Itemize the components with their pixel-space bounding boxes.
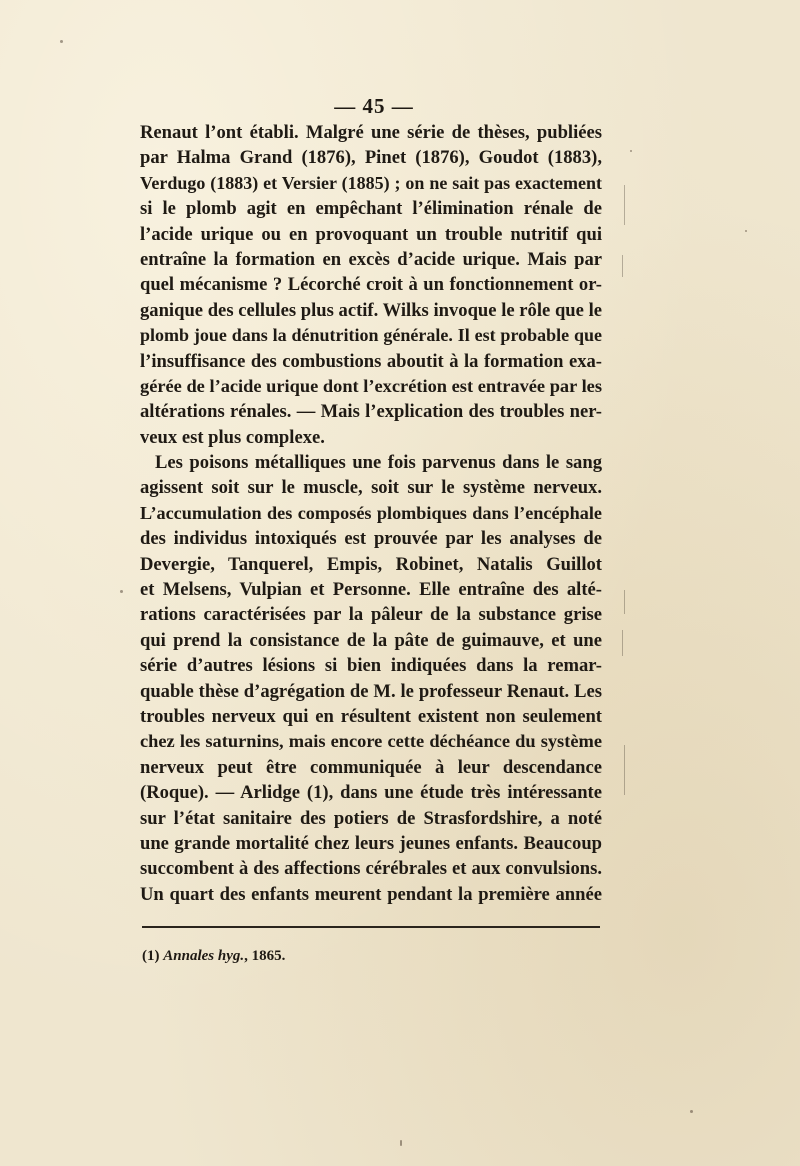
paper-speck [690, 1110, 693, 1113]
text-line: agissent soit sur le muscle, soit sur le système nerveux. [140, 477, 602, 499]
footnote-year: , 1865. [244, 948, 286, 964]
text-line: troubles nerveux qui en résultent existent non seulement [140, 705, 602, 727]
text-line: Les poisons métalliques une fois parvenus dans le sang [155, 452, 602, 474]
text-line: plomb joue dans la dénutrition générale. Il est probable que [140, 325, 602, 346]
body-text [140, 120, 602, 907]
text-line: qui prend la consistance de la pâte de guimauve, et une [140, 629, 602, 651]
paper-speck [745, 230, 747, 232]
text-line: Renaut l’ont établi. Malgré une série de thèses, publiées [140, 122, 602, 143]
text-line: Devergie, Tanquerel, Empis, Robinet, Natalis Guillot [140, 553, 602, 575]
text-line: des individus intoxiqués est prouvée par les analyses de [140, 528, 602, 550]
text-line: une grande mortalité chez leurs jeunes enfants. Beaucoup [140, 832, 602, 854]
footnote-rule [142, 926, 600, 928]
text-line: quable thèse d’agrégation de M. le professeur Renaut. Les [140, 680, 602, 702]
paper-speck [120, 590, 123, 593]
page-number: — 45 — [334, 94, 414, 118]
text-line: chez les saturnins, mais encore cette déchéance du système [140, 731, 602, 752]
text-line: et Melsens, Vulpian et Personne. Elle entraîne des alté- [140, 579, 602, 601]
text-line: série d’autres lésions si bien indiquées dans la remar- [140, 655, 602, 677]
footnote-journal: Annales hyg. [163, 948, 245, 964]
text-line: Un quart des enfants meurent pendant la première année [140, 883, 602, 905]
bleed-through-mark [622, 630, 623, 656]
text-line: quel mécanisme ? Lécorché croit à un fonctionnement or- [140, 274, 602, 296]
text-line: entraîne la formation en excès d’acide urique. Mais par [140, 248, 602, 270]
text-line: (Roque). — Arlidge (1), dans une étude très intéressante [140, 782, 602, 804]
footnote [142, 948, 285, 965]
text-line: l’acide urique ou en provoquant un trouble nutritif qui [140, 223, 602, 245]
text-line: Verdugo (1883) et Versier (1885) ; on ne sait pas exactement [140, 172, 602, 193]
text-line: ganique des cellules plus actif. Wilks invoque le rôle que le [140, 299, 602, 321]
text-line: si le plomb agit en empêchant l’élimination rénale de [140, 198, 602, 220]
text-line: succombent à des affections cérébrales et aux convulsions. [140, 858, 602, 880]
text-line: l’insuffisance des combustions aboutit à la formation exa- [140, 350, 602, 372]
bleed-through-mark [624, 185, 625, 225]
text-line: L’accumulation des composés plombiques dans l’encéphale [140, 502, 602, 523]
text-line: par Halma Grand (1876), Pinet (1876), Goudot (1883), [140, 147, 602, 169]
text-line: veux est plus complexe. [140, 426, 325, 448]
paper-speck [60, 40, 63, 43]
paper-speck [630, 150, 632, 152]
text-line: sur l’état sanitaire des potiers de Strasfordshire, a noté [140, 807, 602, 829]
text-line: rations caractérisées par la pâleur de la substance grise [140, 604, 602, 626]
bleed-through-mark [622, 255, 623, 277]
text-line: nerveux peut être communiquée à leur descendance [140, 756, 602, 778]
bleed-through-mark [624, 745, 625, 795]
bleed-through-mark [624, 590, 625, 614]
footnote-marker: (1) [142, 948, 160, 964]
text-line: altérations rénales. — Mais l’explication des troubles ner- [140, 401, 602, 423]
paper-speck [400, 1140, 402, 1146]
text-line: gérée de l’acide urique dont l’excrétion est entravée par les [140, 375, 602, 396]
